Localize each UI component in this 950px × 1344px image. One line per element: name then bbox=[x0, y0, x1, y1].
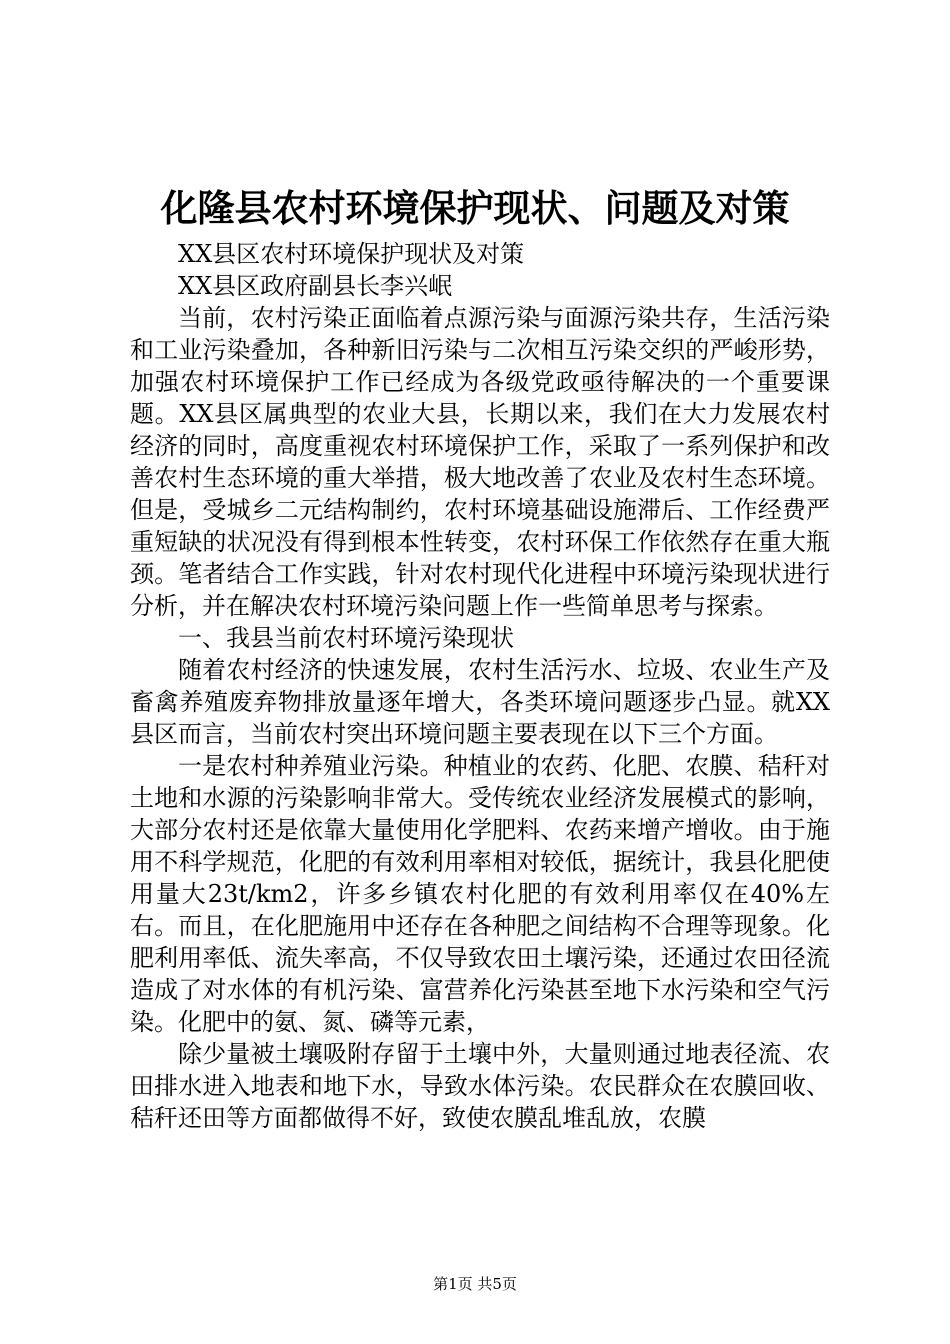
subtitle-paragraph: XX县区农村环境保护现状及对策 bbox=[178, 240, 525, 268]
author-paragraph: XX县区政府副县长李兴岷 bbox=[178, 272, 453, 300]
document-body bbox=[130, 238, 830, 1134]
document-title: 化隆县农村环境保护现状、问题及对策 bbox=[160, 186, 790, 230]
section-heading: 一、我县当前农村环境污染现状 bbox=[178, 624, 514, 652]
body-paragraph: 除少量被土壤吸附存留于土壤中外，大量则通过地表径流、农田排水进入地表和地下水，导致水体污染。农民群众在农膜回收、秸秆还田等方面都做得不好，致使农膜乱堆乱放，农膜 bbox=[130, 1040, 830, 1132]
page-number-footer: 第1页 共5页 bbox=[433, 1275, 517, 1293]
body-paragraph: 当前，农村污染正面临着点源污染与面源污染共存，生活污染和工业污染叠加，各种新旧污染与二次相互污染交织的严峻形势，加强农村环境保护工作已经成为各级党政亟待解决的一个重要课题。XX县区属典型的农业大县，长期以来，我们在大力发展农村经济的同时，高度重视农村环境保护工作，采取了一系列保护和改善农村生态环境的重大举措，极大地改善了农业及农村生态环境。但是，受城乡二元结构制约，农村环境基础设施滞后、工作经费严重短缺的状况没有得到根本性转变，农村环保工作依然存在重大瓶颈。笔者结合工作实践，针对农村现代化进程中环境污染现状进行分析，并在解决农村环境污染问题上作一些简单思考与探索。 bbox=[130, 304, 830, 620]
body-paragraph: 一是农村种养殖业污染。种植业的农药、化肥、农膜、秸秆对土地和水源的污染影响非常大。受传统农业经济发展模式的影响，大部分农村还是依靠大量使用化学肥料、农药来增产增收。由于施用不科学规范，化肥的有效利用率相对较低，据统计，我县化肥使用量大23t/km2，许多乡镇农村化肥的有效利用率仅在40%左右。而且，在化肥施用中还存在各种肥之间结构不合理等现象。化肥利用率低、流失率高，不仅导致农田土壤污染，还通过农田径流造成了对水体的有机污染、富营养化污染甚至地下水污染和空气污染。化肥中的氨、氮、磷等元素， bbox=[130, 752, 830, 1036]
body-paragraph: 随着农村经济的快速发展，农村生活污水、垃圾、农业生产及畜禽养殖废弃物排放量逐年增大，各类环境问题逐步凸显。就XX县区而言，当前农村突出环境问题主要表现在以下三个方面。 bbox=[130, 656, 830, 748]
